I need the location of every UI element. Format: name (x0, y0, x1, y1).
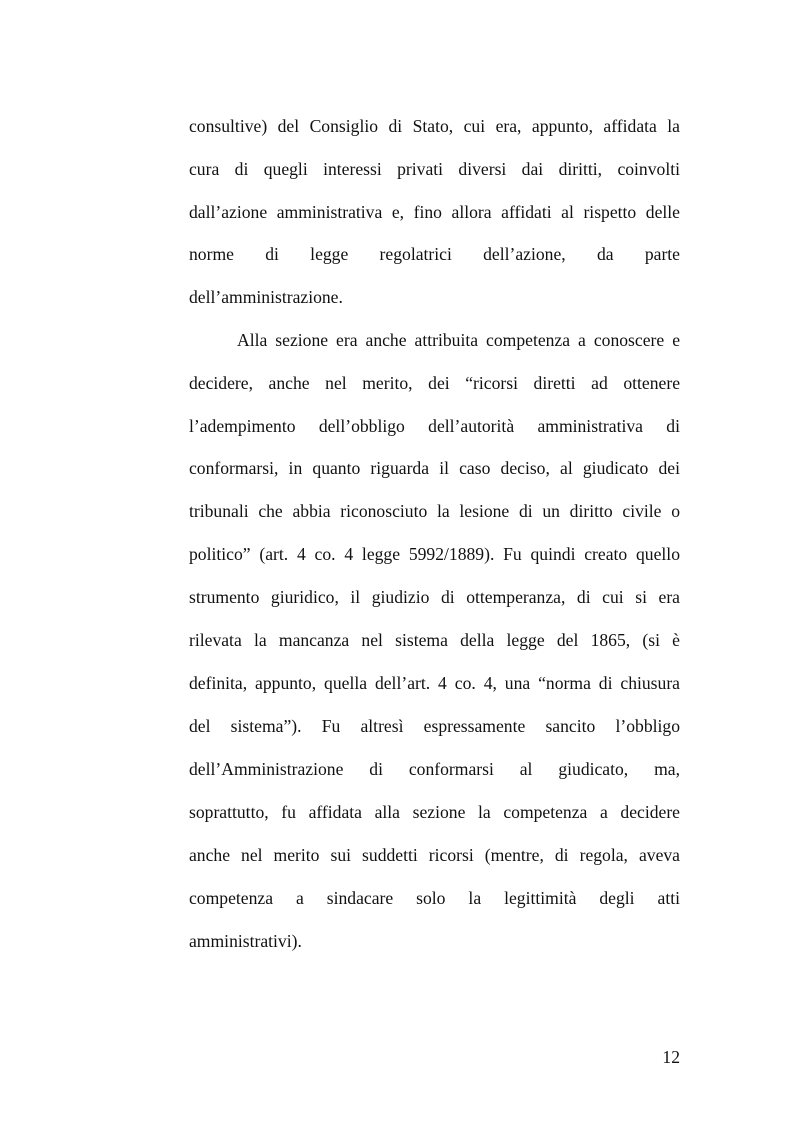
text-line-8: l’adempimento dell’obbligo dell’autorità amministrativa di (189, 416, 680, 436)
text-line-18: anche nel merito sui suddetti ricorsi (mentre, di regola, aveva (189, 845, 680, 865)
text-line-15: del sistema”). Fu altresì espressamente sancito l’obbligo (189, 716, 680, 736)
text-line-19: competenza a sindacare solo la legittimità degli atti (189, 888, 680, 908)
text-line-11: politico” (art. 4 co. 4 legge 5992/1889). Fu quindi creato quello (189, 544, 680, 564)
text-line-1: consultive) del Consiglio di Stato, cui era, appunto, affidata la (189, 116, 680, 136)
text-line-5: dell’amministrazione. (189, 287, 343, 307)
text-line-3: dall’azione amministrativa e, fino allora affidati al rispetto delle (189, 202, 680, 222)
text-line-14: definita, appunto, quella dell’art. 4 co. 4, una “norma di chiusura (189, 673, 680, 693)
text-line-12: strumento giuridico, il giudizio di ottemperanza, di cui si era (189, 587, 680, 607)
text-line-7: decidere, anche nel merito, dei “ricorsi diretti ad ottenere (189, 373, 680, 393)
text-line-4: norme di legge regolatrici dell’azione, da parte (189, 244, 680, 264)
text-line-10: tribunali che abbia riconosciuto la lesione di un diritto civile o (189, 501, 680, 521)
text-line-16: dell’Amministrazione di conformarsi al giudicato, ma, (189, 759, 680, 779)
page-number: 12 (662, 1047, 680, 1067)
text-line-2: cura di quegli interessi privati diversi dai diritti, coinvolti (189, 159, 680, 179)
text-line-20: amministrativi). (189, 931, 302, 951)
text-line-6: Alla sezione era anche attribuita competenza a conoscere e (237, 330, 680, 350)
text-line-17: soprattutto, fu affidata alla sezione la competenza a decidere (189, 802, 680, 822)
text-line-9: conformarsi, in quanto riguarda il caso deciso, al giudicato dei (189, 458, 680, 478)
text-line-13: rilevata la mancanza nel sistema della legge del 1865, (si è (189, 630, 680, 650)
